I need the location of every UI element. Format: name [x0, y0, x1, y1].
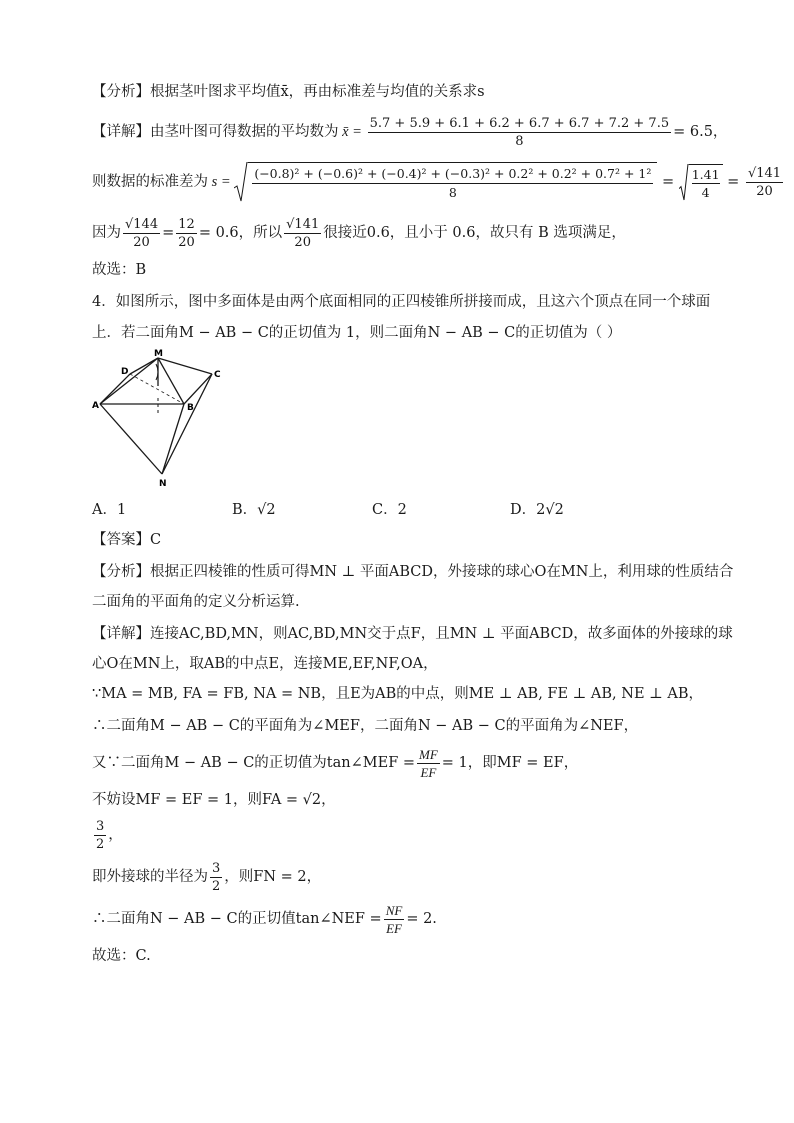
analysis-q3: 【分析】根据茎叶图求平均值x̄，再由标准差与均值的关系求s: [92, 84, 485, 100]
radius-text: 即外接球的半径为: [92, 869, 208, 885]
answer-q4-final: 故选：C.: [92, 948, 151, 964]
tan-nef-text: ∴二面角N − AB − C的正切值tan∠NEF =: [92, 911, 382, 927]
mean-denominator: 8: [515, 133, 524, 149]
option-b: B．√2: [232, 502, 276, 518]
sd-text: 则数据的标准差为: [92, 174, 208, 190]
detail-q4-line-4: ∴二面角M − AB − C的平面角为∠MEF，二面角N − AB − C的平面角为∠NEF，: [92, 718, 639, 734]
compare-numerator-2: 12: [178, 216, 195, 232]
vertex-label-b: B: [187, 403, 194, 413]
sd-simplified-radicand: [689, 164, 723, 201]
vertex-label-d: D: [121, 367, 129, 377]
sd-result-numerator: √141: [747, 165, 782, 181]
compare-denominator-1: 20: [133, 234, 150, 250]
compare-fraction-3: [284, 216, 321, 251]
sd-radical: [234, 162, 657, 202]
mean-text: 【详解】由茎叶图可得数据的平均数为: [92, 124, 339, 140]
detail-q4-line-7: [92, 816, 704, 854]
compare-numerator-3: √141: [286, 216, 320, 232]
detail-q3-sd: [92, 160, 782, 204]
option-d: D．2√2: [510, 502, 564, 518]
detail-q4-line-3: ∵MA = MB, FA = FB, NA = NB，且E为AB的中点，则ME ⊥ AB, FE ⊥ AB, NE ⊥ AB，: [92, 686, 704, 702]
compare-conclusion: 很接近0.6，且小于 0.6，故只有 B 选项满足，: [323, 225, 626, 241]
detail-q3-mean: [92, 114, 728, 150]
tan-mef-denominator: EF: [420, 764, 437, 780]
s-symbol: s =: [208, 174, 235, 190]
oa-numerator: 3: [96, 818, 105, 834]
compare-denominator-3: 20: [294, 234, 311, 250]
tan-mef-numerator: MF: [419, 746, 438, 762]
radius-fraction: [210, 860, 222, 895]
tan-mef-fraction: [417, 746, 440, 781]
compare-fraction-1: [123, 216, 160, 251]
sd-simplified-numerator: 1.41: [691, 166, 720, 182]
option-c: C．2: [372, 502, 407, 518]
radius-denominator: 2: [212, 878, 221, 894]
equals-sign: =: [722, 174, 744, 190]
vertex-label-a: A: [92, 401, 99, 411]
equals-sign: =: [657, 174, 679, 190]
detail-q3-compare: [92, 214, 704, 252]
sd-result-denominator: 20: [756, 183, 773, 199]
oa-comma: ，: [108, 827, 123, 843]
analysis-q4-line-2: 二面角的平面角的定义分析运算.: [92, 594, 300, 610]
detail-q4-line-6: 不妨设MF = EF = 1，则FA = √2，: [92, 792, 336, 808]
sd-result-fraction: [746, 165, 783, 200]
sd-denominator: 8: [448, 185, 457, 200]
oa-denominator: 2: [96, 836, 105, 852]
mean-result: = 6.5，: [673, 124, 728, 140]
mean-numerator: 5.7 + 5.9 + 6.1 + 6.2 + 6.7 + 6.7 + 7.2 + 7.5: [369, 115, 670, 131]
xbar-symbol: x̄ =: [338, 124, 366, 140]
vertex-label-n: N: [159, 479, 167, 488]
sd-simplified-denominator: 4: [701, 184, 710, 200]
tan-mef-result: = 1，即MF = EF，: [441, 755, 579, 771]
radical-sign-icon: [234, 162, 248, 202]
tan-nef-denominator: EF: [386, 920, 402, 936]
answer-q4: 【答案】C: [92, 532, 162, 548]
analysis-q4-line-1: 【分析】根据正四棱锥的性质可得MN ⊥ 平面ABCD，外接球的球心O在MN上，利用球的性质结合: [92, 564, 734, 580]
option-a: A．1: [92, 502, 127, 518]
vertex-label-m: M: [154, 349, 163, 359]
answer-q3: 故选：B: [92, 262, 147, 278]
sd-simplified-radical: [679, 164, 723, 201]
mean-fraction: [368, 115, 672, 150]
detail-q4-line-5: [92, 744, 704, 782]
compare-text: 因为: [92, 225, 121, 241]
detail-q4-line-8: [92, 858, 704, 896]
oa-fraction: [94, 818, 106, 853]
compare-fraction-2: [176, 216, 197, 251]
radical-sign-icon: [679, 164, 689, 201]
compare-result: = 0.6，所以: [198, 225, 283, 241]
compare-denominator-2: 20: [178, 234, 195, 250]
detail-q4-line-1: 【详解】连接AC,BD,MN，则AC,BD,MN交于点F，且MN ⊥ 平面ABCD，故多面体的外接球的球: [92, 626, 733, 642]
detail-q4-line-9: [92, 900, 704, 938]
equals-sign: =: [162, 225, 175, 241]
tan-mef-text: 又∵二面角M − AB − C的正切值为tan∠MEF =: [92, 755, 416, 771]
tan-nef-numerator: NF: [385, 902, 403, 918]
radius-numerator: 3: [212, 860, 221, 876]
compare-numerator-1: √144: [125, 216, 159, 232]
question-4-line-1: 4．如图所示，图中多面体是由两个底面相同的正四棱锥所拼接而成，且这六个顶点在同一个球面: [92, 294, 711, 310]
vertex-label-c: C: [214, 370, 221, 380]
sd-numerator: (−0.8)² + (−0.6)² + (−0.4)² + (−0.3)² + 0.2² + 0.2² + 0.7² + 1²: [252, 165, 653, 184]
sd-radicand: [248, 162, 657, 202]
question-4-line-2: 上．若二面角M − AB − C的正切值为 1，则二面角N − AB − C的正切值为（ ）: [92, 325, 622, 341]
fn-result: ，则FN = 2，: [224, 869, 322, 885]
tan-nef-fraction: [384, 902, 405, 937]
tan-nef-result: = 2.: [406, 911, 437, 927]
polyhedron-figure: [92, 346, 232, 488]
detail-q4-line-2: 心O在MN上，取AB的中点E，连接ME,EF,NF,OA，: [92, 656, 438, 672]
